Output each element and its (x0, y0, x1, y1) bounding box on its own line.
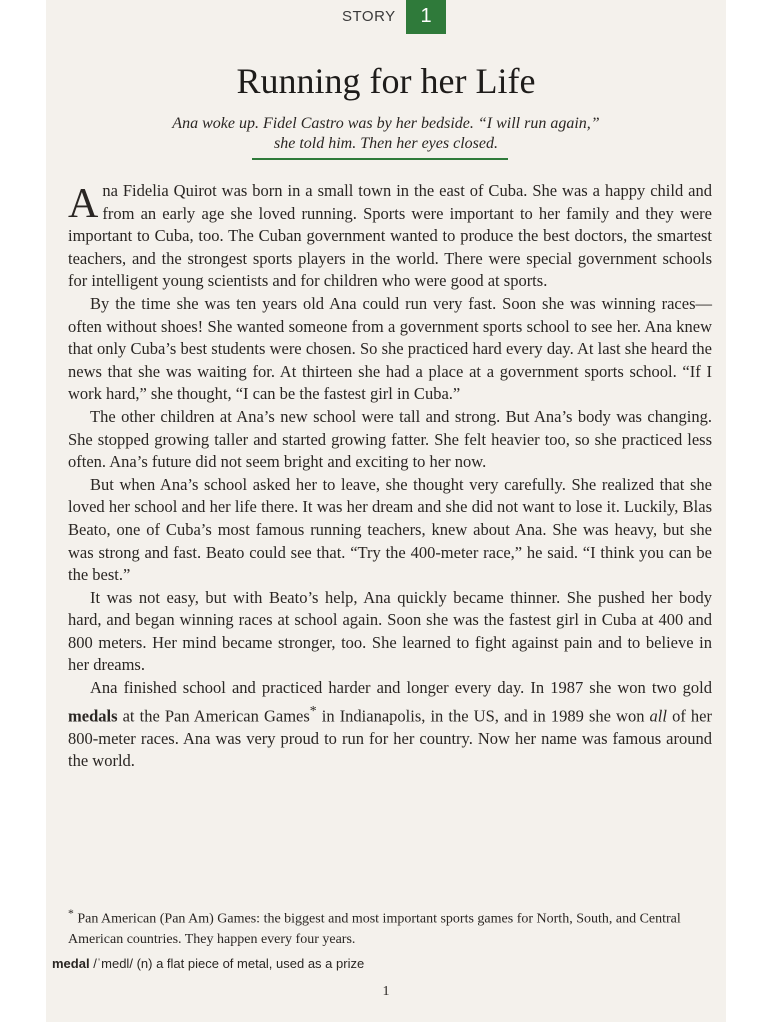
paragraph-4: But when Ana’s school asked her to leave, she thought very carefully. She realized that she loved her school and her life there. It was her dream and she did not want to lose it. Luckily, Blas Beato, one of Cuba’s most famous running teachers, knew about Ana. She was heavy, but she was strong and fast. Beato could see that. “Try the 400-meter race,” he said. “I think you can be the best.” (68, 474, 712, 585)
glossary-term-medals: medals (68, 706, 118, 726)
paragraph-6 (68, 677, 712, 773)
subtitle-line-2: she told him. Then her eyes closed. (274, 135, 498, 152)
page-number: 1 (382, 984, 390, 999)
glossary-definition: a flat piece of metal, used as a prize (156, 956, 365, 971)
paragraph-1 (68, 180, 712, 293)
subtitle-line-1: Ana woke up. Fidel Castro was by her bedside. “I will run again,” (172, 115, 600, 132)
drop-cap: A (68, 181, 99, 227)
story-body (68, 180, 712, 773)
story-label: STORY (342, 8, 396, 25)
glossary-entry (52, 956, 712, 971)
subtitle-divider (252, 158, 508, 160)
paragraph-6-part-4: of her 800-meter races. Ana was very proud to run for her country. Now her name was famous around the world. (68, 706, 712, 771)
book-page (46, 0, 726, 1022)
story-subtitle (126, 114, 646, 154)
glossary-pronunciation: /ˈmedl/ (93, 956, 133, 971)
glossary-word: medal (52, 956, 90, 971)
emphasis-all: all (649, 706, 667, 726)
footnote-text: Pan American (Pan Am) Games: the biggest and most important sports games for North, South, and Central American countries. They happen every four years. (68, 911, 681, 947)
story-title: Running for her Life (236, 61, 536, 101)
paragraph-6-part-2: at the Pan American Games (117, 706, 310, 726)
footnote-marker: * (309, 702, 317, 718)
paragraph-6-part-1: Ana finished school and practiced harder and longer every day. In 1987 she won two gold (90, 678, 712, 698)
footnote-asterisk: * (68, 907, 74, 920)
paragraph-3: The other children at Ana’s new school were tall and strong. But Ana’s body was changing. She stopped growing taller and started growing fatter. She felt heavier too, so she practiced less often. Ana’s future did not seem bright and exciting to her now. (68, 406, 712, 472)
glossary-part-of-speech: (n) (136, 956, 153, 971)
paragraph-2: By the time she was ten years old Ana could run very fast. Soon she was winning races—often without shoes! She wanted someone from a government sports school to see her. Ana knew that only Cuba’s best students were chosen. So she practiced hard every day. At last she heard the news that she was waiting for. At thirteen she had a place at a government sports school. “If I work hard,” she thought, “I can be the fastest girl in Cuba.” (68, 293, 712, 404)
story-header (46, 0, 726, 34)
paragraph-1-text: na Fidelia Quirot was born in a small town in the east of Cuba. She was a happy child and from an early age she loved running. Sports were important to her family and they were important to Cuba, too. The Cuban government wanted to produce the best doctors, the smartest teachers, and the strongest sports players in the world. There were special government schools for intelligent young scientists and for children who were good at sports. (68, 181, 712, 291)
paragraph-6-part-3: in Indianapolis, in the US, and in 1989 she won (316, 706, 650, 726)
footnote (68, 904, 712, 950)
story-number-badge: 1 (406, 0, 446, 34)
paragraph-5: It was not easy, but with Beato’s help, Ana quickly became thinner. She pushed her body hard, and began winning races at school again. Soon she was the fastest girl in Cuba at 400 and 800 meters. Her mind became stronger, too. She learned to fight against pain and to believe in her dreams. (68, 587, 712, 675)
